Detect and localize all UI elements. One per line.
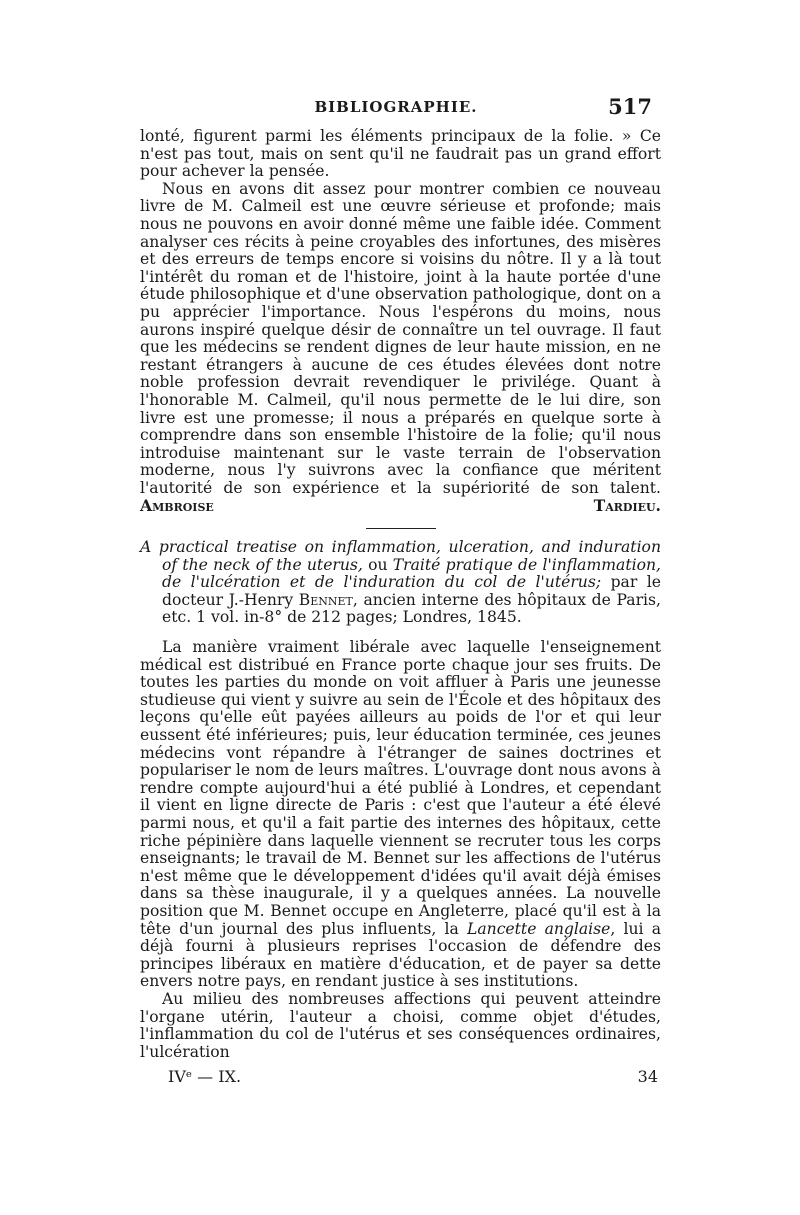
paragraph-review-intro [140,639,661,991]
review-author: Bennet [298,590,353,609]
journal-title: Lancette anglaise [467,919,611,938]
review-title-french: Traité pratique de l'inflammation, de l'ulcération et de l'induration du col de l'utérus; [162,555,661,592]
paragraph-review-conclusion-text: Nous en avons dit assez pour montrer combien ce nouveau livre de M. Calmeil est une œuvre sérieuse et profonde; mais nous ne pouvons en avoir donné même une faible idée. Comment analyser ces récits à peine croyables des infortunes, des misères et des erreurs de temps encore si voisins du nôtre. Il y a là tout l'intérêt du roman et de l'histoire, joint à la haute portée d'une étude philosophique et d'une observation pathologique, dont on a pu apprécier l'importance. Nous l'espérons du moins, nous aurons inspiré quelque désir de connaître un tel ouvrage. Il faut que les médecins se rendent dignes de leur haute mission, en ne restant étrangers à aucune de ces études élevées dont notre noble profession devrait revendiquer le privilége. Quant à l'honorable M. Calmeil, qu'il nous permette de le lui dire, son livre est une promesse; il nous a préparés en quelque sorte à comprendre dans son ensemble l'histoire de la folie; qu'il nous introduise maintenant sur le vaste terrain de l'observation moderne, nous l'y suivrons avec la confiance que méritent l'autorité de son expérience et la supériorité de son talent. [140,179,661,497]
paragraph-continued: lonté, figurent parmi les éléments principaux de la folie. » Ce n'est pas tout, mais on sent qu'il ne faudrait pas un grand effort pour achever la pensée. [140,127,661,181]
review-title-by: par le docteur J.-Henry [162,573,661,609]
section-divider [366,528,436,529]
paragraph-review-conclusion [140,181,661,516]
review-title-english: A practical treatise on inflammation, ulceration, and induration of the neck of the uterus, [140,538,661,574]
review-signature: Ambroise Tardieu. [140,496,661,516]
page-footer [168,1067,668,1089]
review-title-publication: , ancien interne des hôpitaux de Paris, etc. 1 vol. in-8° de 212 pages; Londres, 1845. [162,590,661,627]
paragraph-review-intro-end: , lui a déjà fourni à plusieurs reprises l'occasion de défendre des principes libéraux en matière d'éducation, et de payer sa dette envers notre pays, en rendant justice à ses institutions. [140,919,661,991]
running-title: BIBLIOGRAPHIE. [314,98,478,116]
review-title-ou: ou [362,555,393,574]
review-title [140,539,661,627]
paragraph-review-body: Au milieu des nombreuses affections qui peuvent atteindre l'organe utérin, l'auteur a choisi, comme objet d'études, l'inflammation du col de l'utérus et ses conséquences ordinaires, l'ulcération [140,989,661,1061]
page-number: 517 [608,94,652,119]
page-header [140,94,652,122]
sheet-number: 34 [637,1067,658,1086]
paragraph-review-intro-text: La manière vraiment libérale avec laquelle l'enseignement médical est distribué en France porte chaque jour ses fruits. De toutes les parties du monde on voit affluer à Paris une jeunesse studieuse qui vient y suivre au sein de l'École et des hôpitaux des leçons qu'elle eût payées ailleurs au poids de l'or et qui leur eussent été inférieures; puis, leur éducation terminée, ces jeunes médecins vont répandre à l'étranger de saines doctrines et populariser le nom de leurs maîtres. L'ouvrage dont nous avons à rendre compte aujourd'hui a été publié à Londres, et cependant il vient en ligne directe de Paris : c'est que l'auteur a été élevé parmi nous, et qu'il a fait partie des internes des hôpitaux, cette riche pépinière dans laquelle viennent se recruter tous les corps enseignants; le travail de M. Bennet sur les affections de l'utérus n'est même que le développement d'idées qu'il avait déjà émises dans sa thèse inaugurale, il y a quelques années. La nouvelle position que M. Bennet occupe en Angleterre, placé qu'il est à la tête d'un journal des plus influents, la [140,638,661,938]
signature-mark: IVᵉ — IX. [168,1067,242,1086]
body-text [140,128,661,1061]
